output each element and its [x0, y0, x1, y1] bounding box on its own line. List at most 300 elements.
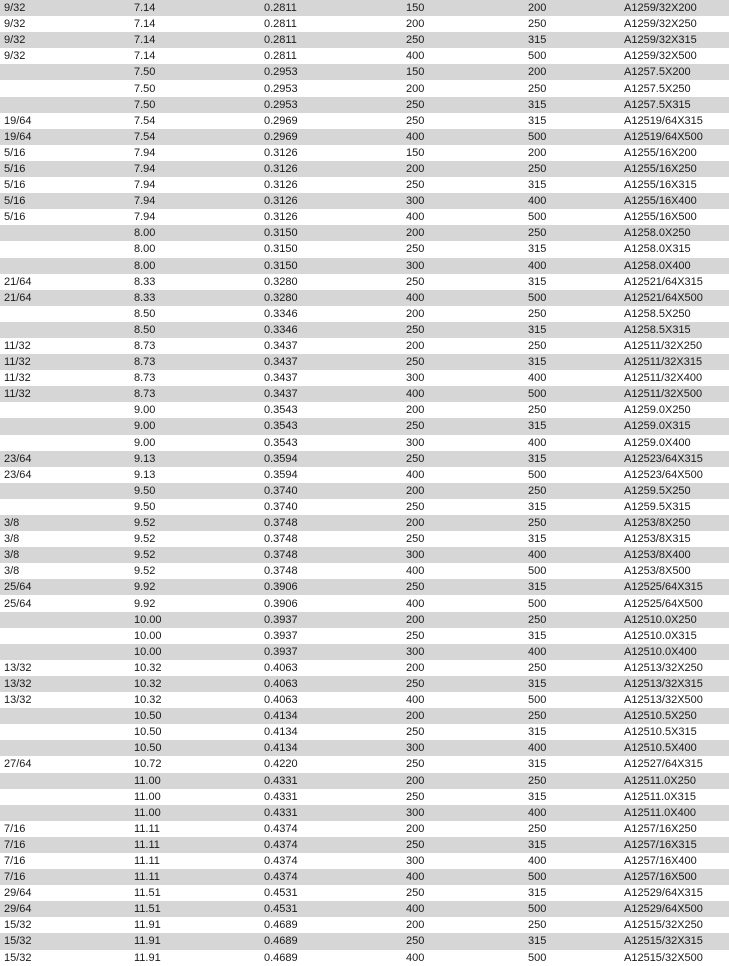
- fraction-cell: [0, 306, 130, 322]
- overall-length-cell: 315: [524, 628, 620, 644]
- mm-cell: 9.52: [130, 547, 260, 563]
- fraction-cell: 23/64: [0, 451, 130, 467]
- flute-length-cell: 250: [402, 354, 524, 370]
- inch-cell: 0.3543: [260, 402, 402, 418]
- table-row: [0, 917, 729, 933]
- mm-cell: 11.00: [130, 773, 260, 789]
- fraction-cell: [0, 322, 130, 338]
- fraction-cell: 3/8: [0, 563, 130, 579]
- inch-cell: 0.3740: [260, 499, 402, 515]
- mm-cell: 7.50: [130, 64, 260, 80]
- overall-length-cell: 315: [524, 724, 620, 740]
- inch-cell: 0.2811: [260, 0, 402, 16]
- part-number-cell: A12511/32X400: [620, 370, 729, 386]
- overall-length-cell: 315: [524, 676, 620, 692]
- fraction-cell: 7/16: [0, 869, 130, 885]
- flute-length-cell: 250: [402, 885, 524, 901]
- part-number-cell: A1257.5X315: [620, 97, 729, 113]
- part-number-cell: A12515/32X500: [620, 950, 729, 966]
- part-number-cell: A1255/16X315: [620, 177, 729, 193]
- overall-length-cell: 500: [524, 595, 620, 611]
- fraction-cell: [0, 241, 130, 257]
- inch-cell: 0.4531: [260, 885, 402, 901]
- fraction-cell: [0, 64, 130, 80]
- mm-cell: 10.32: [130, 676, 260, 692]
- flute-length-cell: 400: [402, 209, 524, 225]
- table-row: [0, 274, 729, 290]
- overall-length-cell: 315: [524, 885, 620, 901]
- mm-cell: 7.50: [130, 97, 260, 113]
- flute-length-cell: 250: [402, 724, 524, 740]
- mm-cell: 9.92: [130, 595, 260, 611]
- fraction-cell: [0, 80, 130, 96]
- part-number-cell: A1259/32X315: [620, 32, 729, 48]
- fraction-cell: 19/64: [0, 113, 130, 129]
- inch-cell: 0.3594: [260, 451, 402, 467]
- flute-length-cell: 400: [402, 386, 524, 402]
- mm-cell: 7.14: [130, 16, 260, 32]
- inch-cell: 0.3126: [260, 161, 402, 177]
- flute-length-cell: 200: [402, 708, 524, 724]
- inch-cell: 0.4220: [260, 756, 402, 772]
- flute-length-cell: 400: [402, 467, 524, 483]
- flute-length-cell: 300: [402, 435, 524, 451]
- part-number-cell: A1255/16X400: [620, 193, 729, 209]
- table-row: [0, 467, 729, 483]
- flute-length-cell: 200: [402, 306, 524, 322]
- overall-length-cell: 315: [524, 499, 620, 515]
- part-number-cell: A12513/32X250: [620, 660, 729, 676]
- inch-cell: 0.2969: [260, 129, 402, 145]
- flute-length-cell: 200: [402, 821, 524, 837]
- flute-length-cell: 250: [402, 499, 524, 515]
- flute-length-cell: 250: [402, 451, 524, 467]
- table-row: [0, 708, 729, 724]
- flute-length-cell: 250: [402, 789, 524, 805]
- mm-cell: 7.94: [130, 177, 260, 193]
- part-number-cell: A1257/16X315: [620, 837, 729, 853]
- fraction-cell: [0, 789, 130, 805]
- inch-cell: 0.4331: [260, 805, 402, 821]
- flute-length-cell: 200: [402, 80, 524, 96]
- flute-length-cell: 250: [402, 628, 524, 644]
- part-number-cell: A1253/8X500: [620, 563, 729, 579]
- flute-length-cell: 300: [402, 370, 524, 386]
- flute-length-cell: 200: [402, 917, 524, 933]
- inch-cell: 0.3937: [260, 628, 402, 644]
- fraction-cell: [0, 612, 130, 628]
- overall-length-cell: 250: [524, 821, 620, 837]
- flute-length-cell: 150: [402, 64, 524, 80]
- mm-cell: 9.00: [130, 435, 260, 451]
- inch-cell: 0.2969: [260, 113, 402, 129]
- flute-length-cell: 200: [402, 402, 524, 418]
- table-row: [0, 531, 729, 547]
- table-row: [0, 113, 729, 129]
- flute-length-cell: 200: [402, 773, 524, 789]
- part-number-cell: A12511/32X250: [620, 338, 729, 354]
- part-number-cell: A1257.5X200: [620, 64, 729, 80]
- inch-cell: 0.3740: [260, 483, 402, 499]
- part-number-cell: A1259.0X400: [620, 435, 729, 451]
- fraction-cell: [0, 724, 130, 740]
- mm-cell: 11.11: [130, 837, 260, 853]
- part-number-cell: A12523/64X315: [620, 451, 729, 467]
- overall-length-cell: 400: [524, 740, 620, 756]
- mm-cell: 8.00: [130, 258, 260, 274]
- inch-cell: 0.4689: [260, 933, 402, 949]
- fraction-cell: [0, 805, 130, 821]
- inch-cell: 0.3437: [260, 354, 402, 370]
- inch-cell: 0.4331: [260, 773, 402, 789]
- inch-cell: 0.3906: [260, 595, 402, 611]
- table-row: [0, 386, 729, 402]
- flute-length-cell: 200: [402, 161, 524, 177]
- part-number-cell: A1259/32X500: [620, 48, 729, 64]
- inch-cell: 0.3280: [260, 290, 402, 306]
- part-number-cell: A12510.5X315: [620, 724, 729, 740]
- table-row: [0, 32, 729, 48]
- part-number-cell: A1259.5X250: [620, 483, 729, 499]
- part-number-cell: A1258.0X250: [620, 225, 729, 241]
- inch-cell: 0.3437: [260, 338, 402, 354]
- part-number-cell: A12513/32X500: [620, 692, 729, 708]
- table-row: [0, 0, 729, 16]
- flute-length-cell: 200: [402, 225, 524, 241]
- flute-length-cell: 200: [402, 515, 524, 531]
- mm-cell: 11.11: [130, 853, 260, 869]
- fraction-cell: [0, 225, 130, 241]
- overall-length-cell: 315: [524, 177, 620, 193]
- overall-length-cell: 315: [524, 579, 620, 595]
- table-row: [0, 193, 729, 209]
- table-row: [0, 773, 729, 789]
- mm-cell: 8.73: [130, 370, 260, 386]
- fraction-cell: 9/32: [0, 16, 130, 32]
- fraction-cell: 5/16: [0, 193, 130, 209]
- flute-length-cell: 250: [402, 322, 524, 338]
- table-row: [0, 756, 729, 772]
- mm-cell: 11.91: [130, 917, 260, 933]
- table-row: [0, 48, 729, 64]
- mm-cell: 7.54: [130, 113, 260, 129]
- mm-cell: 10.72: [130, 756, 260, 772]
- table-row: [0, 869, 729, 885]
- table-row: [0, 724, 729, 740]
- fraction-cell: 5/16: [0, 161, 130, 177]
- flute-length-cell: 250: [402, 177, 524, 193]
- mm-cell: 9.52: [130, 563, 260, 579]
- overall-length-cell: 250: [524, 161, 620, 177]
- overall-length-cell: 500: [524, 129, 620, 145]
- fraction-cell: [0, 740, 130, 756]
- table-row: [0, 515, 729, 531]
- flute-length-cell: 200: [402, 660, 524, 676]
- table-row: [0, 258, 729, 274]
- mm-cell: 8.33: [130, 274, 260, 290]
- inch-cell: 0.4331: [260, 789, 402, 805]
- overall-length-cell: 500: [524, 869, 620, 885]
- overall-length-cell: 400: [524, 547, 620, 563]
- inch-cell: 0.3150: [260, 225, 402, 241]
- overall-length-cell: 500: [524, 386, 620, 402]
- inch-cell: 0.4689: [260, 950, 402, 966]
- table-row: [0, 628, 729, 644]
- overall-length-cell: 500: [524, 290, 620, 306]
- inch-cell: 0.4063: [260, 660, 402, 676]
- flute-length-cell: 250: [402, 32, 524, 48]
- table-row: [0, 290, 729, 306]
- fraction-cell: [0, 258, 130, 274]
- fraction-cell: 11/32: [0, 370, 130, 386]
- overall-length-cell: 315: [524, 789, 620, 805]
- mm-cell: 9.92: [130, 579, 260, 595]
- flute-length-cell: 250: [402, 274, 524, 290]
- part-number-cell: A1253/8X250: [620, 515, 729, 531]
- inch-cell: 0.4374: [260, 853, 402, 869]
- table-row: [0, 80, 729, 96]
- flute-length-cell: 250: [402, 113, 524, 129]
- mm-cell: 10.00: [130, 612, 260, 628]
- fraction-cell: 23/64: [0, 467, 130, 483]
- part-number-cell: A12511/32X500: [620, 386, 729, 402]
- overall-length-cell: 500: [524, 692, 620, 708]
- inch-cell: 0.3346: [260, 306, 402, 322]
- mm-cell: 9.00: [130, 402, 260, 418]
- fraction-cell: 15/32: [0, 950, 130, 966]
- part-number-cell: A12510.5X400: [620, 740, 729, 756]
- mm-cell: 7.14: [130, 32, 260, 48]
- inch-cell: 0.2953: [260, 64, 402, 80]
- overall-length-cell: 250: [524, 773, 620, 789]
- overall-length-cell: 500: [524, 209, 620, 225]
- part-number-cell: A12525/64X315: [620, 579, 729, 595]
- mm-cell: 11.91: [130, 950, 260, 966]
- table-row: [0, 885, 729, 901]
- part-number-cell: A1258.5X250: [620, 306, 729, 322]
- fraction-cell: [0, 97, 130, 113]
- table-row: [0, 435, 729, 451]
- table-row: [0, 161, 729, 177]
- flute-length-cell: 300: [402, 644, 524, 660]
- mm-cell: 8.00: [130, 241, 260, 257]
- table-row: [0, 595, 729, 611]
- fraction-cell: 9/32: [0, 48, 130, 64]
- table-row: [0, 692, 729, 708]
- fraction-cell: [0, 644, 130, 660]
- inch-cell: 0.3280: [260, 274, 402, 290]
- part-number-cell: A1259.0X250: [620, 402, 729, 418]
- fraction-cell: 21/64: [0, 274, 130, 290]
- overall-length-cell: 250: [524, 660, 620, 676]
- table-row: [0, 402, 729, 418]
- inch-cell: 0.3748: [260, 563, 402, 579]
- overall-length-cell: 250: [524, 708, 620, 724]
- table-row: [0, 789, 729, 805]
- overall-length-cell: 400: [524, 435, 620, 451]
- inch-cell: 0.3126: [260, 145, 402, 161]
- flute-length-cell: 200: [402, 16, 524, 32]
- fraction-cell: 7/16: [0, 853, 130, 869]
- fraction-cell: 9/32: [0, 0, 130, 16]
- overall-length-cell: 400: [524, 805, 620, 821]
- fraction-cell: 7/16: [0, 821, 130, 837]
- fraction-cell: 15/32: [0, 917, 130, 933]
- part-number-cell: A12511.0X250: [620, 773, 729, 789]
- table-row: [0, 740, 729, 756]
- mm-cell: 10.00: [130, 644, 260, 660]
- overall-length-cell: 315: [524, 322, 620, 338]
- flute-length-cell: 400: [402, 869, 524, 885]
- mm-cell: 11.00: [130, 789, 260, 805]
- flute-length-cell: 250: [402, 933, 524, 949]
- flute-length-cell: 250: [402, 579, 524, 595]
- table-row: [0, 354, 729, 370]
- mm-cell: 9.52: [130, 531, 260, 547]
- overall-length-cell: 200: [524, 145, 620, 161]
- flute-length-cell: 300: [402, 805, 524, 821]
- inch-cell: 0.4134: [260, 740, 402, 756]
- overall-length-cell: 500: [524, 467, 620, 483]
- mm-cell: 10.50: [130, 740, 260, 756]
- fraction-cell: 13/32: [0, 660, 130, 676]
- inch-cell: 0.2953: [260, 80, 402, 96]
- flute-length-cell: 150: [402, 0, 524, 16]
- part-number-cell: A12511.0X315: [620, 789, 729, 805]
- flute-length-cell: 300: [402, 740, 524, 756]
- overall-length-cell: 315: [524, 354, 620, 370]
- flute-length-cell: 400: [402, 950, 524, 966]
- table-row: [0, 129, 729, 145]
- part-number-cell: A12511.0X400: [620, 805, 729, 821]
- part-number-cell: A1258.0X400: [620, 258, 729, 274]
- overall-length-cell: 315: [524, 756, 620, 772]
- table-row: [0, 16, 729, 32]
- part-number-cell: A12529/64X500: [620, 901, 729, 917]
- table-row: [0, 901, 729, 917]
- table-row: [0, 676, 729, 692]
- mm-cell: 9.50: [130, 499, 260, 515]
- inch-cell: 0.4063: [260, 692, 402, 708]
- fraction-cell: 13/32: [0, 692, 130, 708]
- fraction-cell: 3/8: [0, 547, 130, 563]
- table-row: [0, 451, 729, 467]
- flute-length-cell: 250: [402, 418, 524, 434]
- table-row: [0, 241, 729, 257]
- flute-length-cell: 300: [402, 853, 524, 869]
- inch-cell: 0.3126: [260, 209, 402, 225]
- table-row: [0, 579, 729, 595]
- flute-length-cell: 300: [402, 547, 524, 563]
- inch-cell: 0.3346: [260, 322, 402, 338]
- overall-length-cell: 315: [524, 241, 620, 257]
- table-row: [0, 64, 729, 80]
- overall-length-cell: 250: [524, 225, 620, 241]
- overall-length-cell: 500: [524, 950, 620, 966]
- fraction-cell: 5/16: [0, 209, 130, 225]
- overall-length-cell: 315: [524, 531, 620, 547]
- fraction-cell: 21/64: [0, 290, 130, 306]
- part-number-cell: A12515/32X315: [620, 933, 729, 949]
- overall-length-cell: 315: [524, 933, 620, 949]
- mm-cell: 8.33: [130, 290, 260, 306]
- mm-cell: 10.32: [130, 660, 260, 676]
- overall-length-cell: 315: [524, 32, 620, 48]
- inch-cell: 0.4374: [260, 821, 402, 837]
- part-number-cell: A12521/64X500: [620, 290, 729, 306]
- part-number-cell: A12525/64X500: [620, 595, 729, 611]
- mm-cell: 7.14: [130, 0, 260, 16]
- mm-cell: 7.94: [130, 145, 260, 161]
- inch-cell: 0.3150: [260, 258, 402, 274]
- inch-cell: 0.3543: [260, 418, 402, 434]
- inch-cell: 0.2811: [260, 48, 402, 64]
- flute-length-cell: 400: [402, 692, 524, 708]
- table-row: [0, 563, 729, 579]
- part-number-cell: A1259/32X250: [620, 16, 729, 32]
- overall-length-cell: 250: [524, 80, 620, 96]
- inch-cell: 0.3150: [260, 241, 402, 257]
- part-number-cell: A1255/16X250: [620, 161, 729, 177]
- mm-cell: 11.11: [130, 869, 260, 885]
- inch-cell: 0.3906: [260, 579, 402, 595]
- fraction-cell: 27/64: [0, 756, 130, 772]
- mm-cell: 7.54: [130, 129, 260, 145]
- fraction-cell: 3/8: [0, 531, 130, 547]
- part-number-cell: A1257/16X250: [620, 821, 729, 837]
- table-row: [0, 853, 729, 869]
- overall-length-cell: 250: [524, 515, 620, 531]
- flute-length-cell: 250: [402, 837, 524, 853]
- table-row: [0, 97, 729, 113]
- part-number-cell: A12523/64X500: [620, 467, 729, 483]
- inch-cell: 0.2811: [260, 32, 402, 48]
- table-row: [0, 338, 729, 354]
- overall-length-cell: 315: [524, 837, 620, 853]
- fraction-cell: 5/16: [0, 177, 130, 193]
- overall-length-cell: 400: [524, 644, 620, 660]
- mm-cell: 9.50: [130, 483, 260, 499]
- overall-length-cell: 200: [524, 0, 620, 16]
- fraction-cell: 15/32: [0, 933, 130, 949]
- flute-length-cell: 200: [402, 483, 524, 499]
- mm-cell: 7.94: [130, 161, 260, 177]
- table-row: [0, 499, 729, 515]
- part-number-cell: A1258.5X315: [620, 322, 729, 338]
- flute-length-cell: 400: [402, 595, 524, 611]
- fraction-cell: 29/64: [0, 901, 130, 917]
- inch-cell: 0.4531: [260, 901, 402, 917]
- fraction-cell: 9/32: [0, 32, 130, 48]
- fraction-cell: [0, 773, 130, 789]
- overall-length-cell: 250: [524, 402, 620, 418]
- part-number-cell: A12521/64X315: [620, 274, 729, 290]
- flute-length-cell: 400: [402, 290, 524, 306]
- mm-cell: 11.91: [130, 933, 260, 949]
- part-number-cell: A12515/32X250: [620, 917, 729, 933]
- overall-length-cell: 250: [524, 917, 620, 933]
- mm-cell: 11.11: [130, 821, 260, 837]
- inch-cell: 0.3748: [260, 515, 402, 531]
- part-number-cell: A1253/8X400: [620, 547, 729, 563]
- mm-cell: 11.51: [130, 901, 260, 917]
- inch-cell: 0.4063: [260, 676, 402, 692]
- flute-length-cell: 250: [402, 531, 524, 547]
- fraction-cell: 11/32: [0, 354, 130, 370]
- part-number-cell: A12510.0X250: [620, 612, 729, 628]
- fraction-cell: 3/8: [0, 515, 130, 531]
- mm-cell: 8.50: [130, 306, 260, 322]
